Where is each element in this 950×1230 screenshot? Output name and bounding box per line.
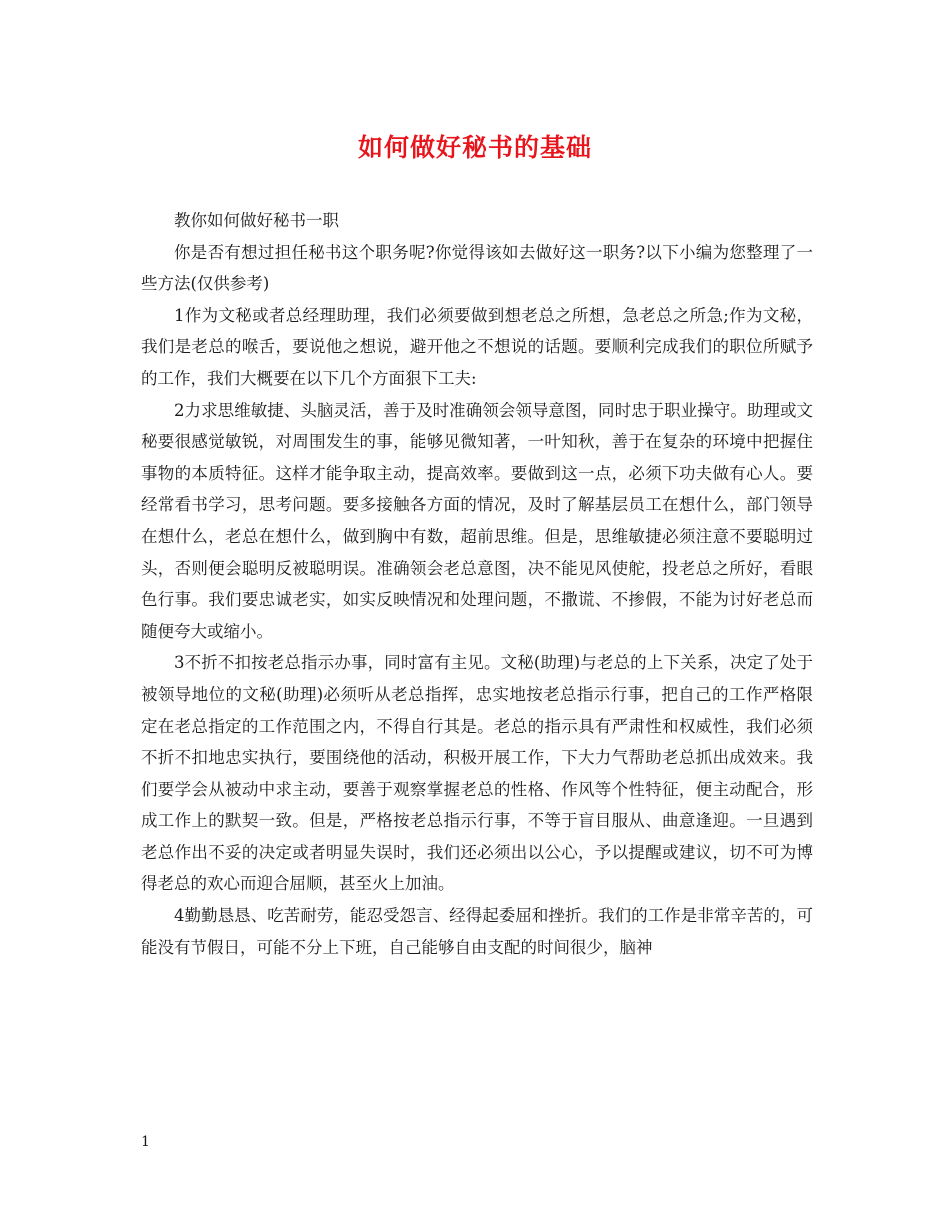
paragraph-point-2: 2力求思维敏捷、头脑灵活，善于及时准确领会领导意图，同时忠于职业操守。助理或文秘要很感觉敏锐，对周围发生的事，能够见微知著，一叶知秋，善于在复杂的环境中把握住事物的本质特征。这样才能争取主动，提高效率。要做到这一点，必须下功夫做有心人。要经常看书学习，思考问题。要多接触各方面的情况，及时了解基层员工在想什么，部门领导在想什么，老总在想什么，做到胸中有数，超前思维。但是，思维敏捷必须注意不要聪明过头，否则便会聪明反被聪明误。准确领会老总意图，决不能见风使舵，投老总之所好，看眼色行事。我们要忠诚老实，如实反映情况和处理问题，不撒谎、不掺假，不能为讨好老总而随便夸大或缩小。 [141,400,813,641]
document-title: 如何做好秘书的基础 [357,133,592,162]
paragraph-subtitle: 教你如何做好秘书一职 [174,211,339,230]
paragraph-point-1: 1作为文秘或者总经理助理，我们必须要做到想老总之所想，急老总之所急;作为文秘，我们是老总的喉舌，要说他之想说，避开他之不想说的话题。要顺利完成我们的职位所赋予的工作，我们大概要在以下几个方面狠下工夫: [141,305,813,388]
paragraph-intro: 你是否有想过担任秘书这个职务呢?你觉得该如去做好这一职务?以下小编为您整理了一些方法(仅供参考) [141,242,813,294]
paragraph-point-3: 3不折不扣按老总指示办事，同时富有主见。文秘(助理)与老总的上下关系，决定了处于被领导地位的文秘(助理)必须听从老总指挥，忠实地按老总指示行事，把自己的工作严格限定在老总指定的工作范围之内，不得自行其是。老总的指示具有严肃性和权威性，我们必须不折不扣地忠实执行，要围绕他的活动，积极开展工作，下大力气帮助老总抓出成效来。我们要学会从被动中求主动，要善于观察掌握老总的性格、作风等个性特征，便主动配合，形成工作上的默契一致。但是，严格按老总指示行事，不等于盲目服从、曲意逢迎。一旦遇到老总作出不妥的决定或者明显失误时，我们还必须出以公心，予以提醒或建议，切不可为博得老总的欢心而迎合屈顺，甚至火上加油。 [141,653,813,894]
page-number: 1 [141,1134,150,1150]
document-body [141,205,813,963]
paragraph-point-4: 4勤勤恳恳、吃苦耐劳，能忍受怨言、经得起委屈和挫折。我们的工作是非常辛苦的，可能没有节假日，可能不分上下班，自己能够自由支配的时间很少，脑神 [141,906,813,957]
